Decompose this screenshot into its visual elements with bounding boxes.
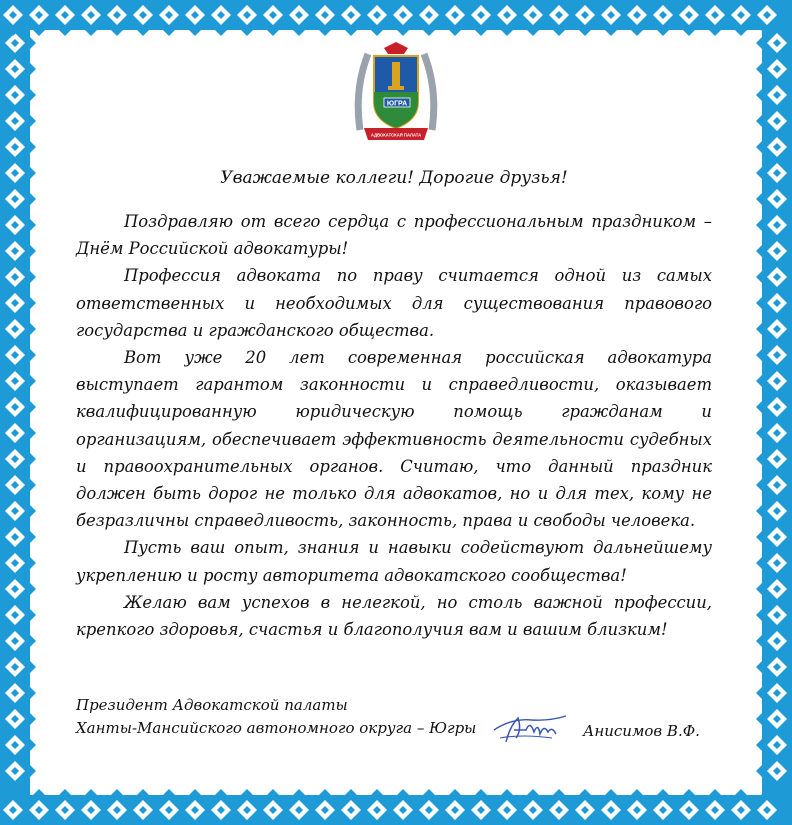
signatory-role-line2: Ханты-Мансийского автономного округа – Югры	[76, 719, 477, 737]
paragraph-history: Вот уже 20 лет современная российская адвокатура выступает гарантом законности и справедливости, оказывает квалифицированную юридическую помощь гражданам и организациям, обеспечивает эффективность деятельности судебных и правоохранительных органов. Считаю, что данный праздник должен быть дорог не только для адвокатов, но и для тех, кому не безразличны справедливость, законность, права и свободы человека.	[76, 348, 712, 531]
emblem-ribbon-text: АДВОКАТСКАЯ ПАЛАТА	[370, 132, 422, 138]
handwritten-signature	[492, 708, 568, 746]
paragraph-congratulation: Поздравляю от всего сердца с профессиональным праздником – Днём Российской адвокатуры!	[76, 212, 712, 259]
emblem-region-label: ЮГРА	[386, 100, 408, 108]
paragraph-wishes-personal: Желаю вам успехов в нелегкой, но столь важной профессии, крепкого здоровья, счастья и благополучия вам и вашим близким!	[76, 592, 712, 640]
greeting: Уважаемые коллеги! Дорогие друзья!	[220, 168, 568, 188]
signature-block	[76, 694, 712, 754]
paragraph-wishes-community: Пусть ваш опыт, знания и навыки содействуют дальнейшему укреплению и росту авторитета адвокатского сообщества!	[76, 538, 712, 585]
signatory-role-line1: Президент Адвокатской палаты	[76, 696, 348, 714]
paragraph-profession: Профессия адвоката по праву считается одной из самых ответственных и необходимых для существования правового государства и гражданского общества.	[76, 266, 712, 340]
letter-body	[76, 208, 712, 643]
bar-association-emblem	[354, 40, 438, 146]
signatory-title	[76, 694, 476, 740]
letter-content	[76, 38, 712, 798]
signatory-name: Анисимов В.Ф.	[583, 722, 700, 740]
